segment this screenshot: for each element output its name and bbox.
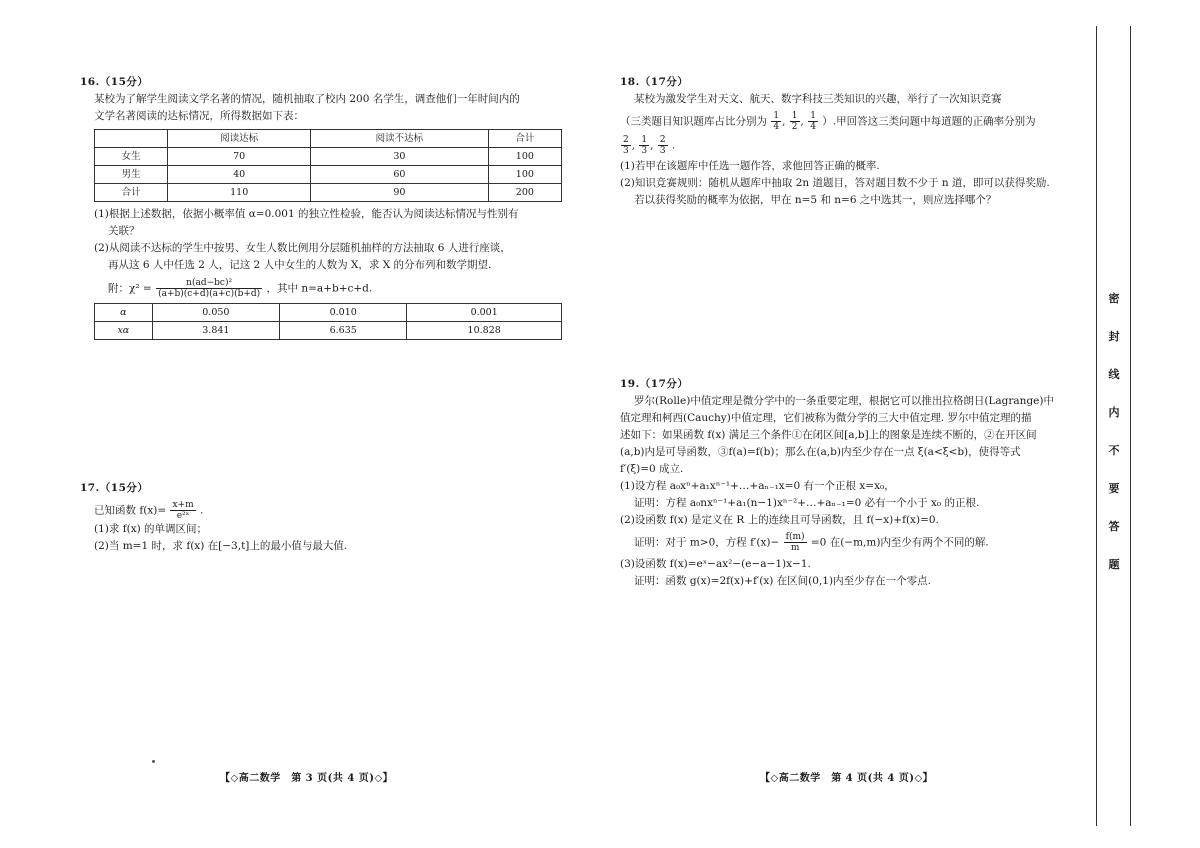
critical-value-cell: xα <box>95 322 153 340</box>
question-17-heading: 17.（15分） <box>80 482 149 494</box>
fraction-numerator: 1 <box>641 135 648 145</box>
fraction-numerator: f(m) <box>785 532 805 542</box>
question-16-part-2-line-1: (2)从阅读不达标的学生中按男、女生人数比例用分层随机抽样的方法抽取 6 人进行座谈， <box>94 242 511 254</box>
question-19-line-5: f′(ξ)=0 成立. <box>620 463 684 475</box>
question-19-line-1: 罗尔(Rolle)中值定理是微分学中的一条重要定理，根据它可以推出拉格朗日(Lagrange)中 <box>634 395 1054 407</box>
seal-character: 不 <box>1108 444 1120 457</box>
critical-value-cell: 0.050 <box>152 304 279 322</box>
ratio-fraction-1 <box>771 111 781 132</box>
binding-line <box>1096 26 1097 826</box>
question-19-part-1-proof: 证明：方程 a₀nxⁿ⁻¹+a₁(n−1)xⁿ⁻²+…+aₙ₋₁=0 必有一个小于 x₀ 的正根. <box>634 497 980 509</box>
critical-value-cell: α <box>95 304 153 322</box>
survey-table-cell: 70 <box>168 148 311 166</box>
question-18-line-1: 某校为激发学生对天文、航天、数字科技三类知识的兴趣，举行了一次知识竞赛 <box>634 93 1002 105</box>
survey-table-header-cell <box>95 130 168 148</box>
question-18-part-2-line-2: 若以获得奖励的概率为依据，甲在 n=5 和 n=6 之中选其一，则应选择哪个？ <box>634 194 997 206</box>
fraction-denominator: 4 <box>773 122 780 132</box>
question-19-line-3: 述如下：如果函数 f(x) 满足三个条件①在闭区间[a,b]上的图象是连续不断的，②在开区间 <box>620 429 1037 441</box>
survey-table-row <box>95 184 562 202</box>
seal-character: 封 <box>1108 330 1120 343</box>
question-16-part-1-line-1: (1)根据上述数据，依据小概率值 α=0.001 的独立性检验，能否认为阅读达标情况与性别有 <box>94 208 519 220</box>
fraction-denominator: 3 <box>659 146 666 156</box>
question-19-part-3-proof: 证明：函数 g(x)=2f(x)+f′(x) 在区间(0,1)内至少存在一个零点. <box>634 575 931 587</box>
critical-value-row <box>95 304 562 322</box>
part-2-fraction <box>784 532 807 553</box>
question-19-part-2-proof <box>620 532 1090 553</box>
critical-value-cell: 0.001 <box>407 304 562 322</box>
line-3-suffix: . <box>671 139 676 152</box>
survey-table-cell: 110 <box>168 184 311 202</box>
question-16-part-1-line-2: 关联？ <box>108 225 140 237</box>
question-17-part-1: (1)求 f(x) 的单调区间； <box>94 523 208 535</box>
critical-value-cell: 6.635 <box>280 322 407 340</box>
given-suffix: . <box>199 504 204 517</box>
accuracy-fraction-1 <box>621 135 631 156</box>
question-16-intro-line-2: 文学名著阅读的达标情况，所得数据如下表： <box>94 110 304 122</box>
part-2-proof-suffix: =0 在(−m,m)内至少有两个不同的解. <box>810 536 989 549</box>
seal-character: 密 <box>1108 292 1120 305</box>
given-denominator: e²ˣ <box>176 511 190 521</box>
survey-table-row <box>95 148 562 166</box>
seal-character: 题 <box>1108 558 1120 571</box>
survey-table-cell: 男生 <box>95 166 168 184</box>
question-19-line-4: (a,b)内是可导函数，③f(a)=f(b)；那么在(a,b)内至少存在一点 ξ(a<ξ<b)，使得等式 <box>620 446 1021 458</box>
formula-prefix: 附：χ² = <box>108 282 152 295</box>
survey-table-header-row <box>95 130 562 148</box>
ratio-fraction-2 <box>790 111 800 132</box>
fraction-denominator: 3 <box>623 146 629 156</box>
right-page <box>600 0 1054 848</box>
seal-character: 答 <box>1108 520 1120 533</box>
question-18 <box>620 74 1090 209</box>
question-18-line-3: $\frac{2}{3}$ , $\frac{1}{3}$ , $\frac{2}{3}$ . <box>623 135 676 156</box>
scan-speck <box>152 760 155 763</box>
left-page <box>60 0 570 848</box>
survey-table-header-cell: 阅读不达标 <box>311 130 489 148</box>
question-16-heading: 16.（15分） <box>80 76 149 88</box>
survey-table-cell: 200 <box>488 184 561 202</box>
right-page-footer: 【◇高二数学 第 4 页(共 4 页)◇】 <box>760 773 934 784</box>
question-16-part-2-line-2: 再从这 6 人中任选 2 人，记这 2 人中女生的人数为 X，求 X 的分布列和数学期望. <box>108 259 492 271</box>
fraction-denominator: 4 <box>810 122 816 132</box>
survey-table-cell: 100 <box>488 166 561 184</box>
line-2-suffix: ）.甲回答这三类问题中每道题的正确率分别为 <box>822 115 1036 128</box>
fraction-denominator: 2 <box>791 122 798 132</box>
question-19-line-2: 值定理和柯西(Cauchy)中值定理，它们被称为微分学的三大中值定理. 罗尔中值定理的描 <box>620 412 1032 424</box>
critical-value-cell: 3.841 <box>152 322 279 340</box>
formula-suffix: ，其中 n=a+b+c+d. <box>266 282 373 295</box>
fraction-numerator: 2 <box>659 135 666 145</box>
survey-table-cell: 90 <box>311 184 489 202</box>
line-2-prefix: （三类题目知识题库占比分别为 <box>620 115 767 128</box>
accuracy-fraction-2 <box>639 135 649 156</box>
fraction-numerator: 1 <box>810 111 816 121</box>
critical-value-table <box>94 303 562 340</box>
survey-table-cell: 100 <box>488 148 561 166</box>
survey-table-header-cell: 阅读达标 <box>168 130 311 148</box>
question-17 <box>80 480 580 555</box>
question-18-heading: 18.（17分） <box>620 76 689 88</box>
survey-table-row <box>95 166 562 184</box>
fraction-numerator: 2 <box>623 135 629 145</box>
critical-value-cell: 10.828 <box>407 322 562 340</box>
seal-character: 内 <box>1108 406 1120 419</box>
question-16-intro-line-1: 某校为了解学生阅读文学名著的情况，随机抽取了校内 200 名学生，调查他们一年时间内的 <box>94 93 520 105</box>
binding-line <box>1130 26 1131 826</box>
given-prefix: 已知函数 f(x)= <box>94 504 167 517</box>
question-19-heading: 19.（17分） <box>620 378 689 390</box>
survey-table-cell: 合计 <box>95 184 168 202</box>
question-18-part-2-line-1: (2)知识竞赛规则：随机从题库中抽取 2n 道题目，答对题目数不少于 n 道，即可以获得奖励. <box>620 177 1050 189</box>
fraction-numerator: 1 <box>791 111 798 121</box>
question-16 <box>80 74 580 344</box>
survey-table-header-cell: 合计 <box>488 130 561 148</box>
seal-character: 要 <box>1108 482 1120 495</box>
given-fraction <box>170 500 195 521</box>
accuracy-fraction-3 <box>658 135 668 156</box>
question-18-line-2: （三类题目知识题库占比分别为 $\frac{1}{4}$ , $\frac{1}{2}$ , $\frac{1}{4}$ ）.甲回答这三类问题中每道题的正确率分别为 <box>620 111 1036 132</box>
ratio-fraction-3 <box>808 111 818 132</box>
given-numerator: x+m <box>172 500 194 510</box>
survey-table-cell: 女生 <box>95 148 168 166</box>
survey-table-cell: 30 <box>311 148 489 166</box>
fraction-numerator: 1 <box>773 111 780 121</box>
critical-value-row <box>95 322 562 340</box>
question-19-part-3: (3)设函数 f(x)=eˣ−ax²−(e−a−1)x−1. <box>620 558 811 570</box>
part-2-proof-prefix: 证明：对于 m>0，方程 f′(x)− <box>634 536 780 549</box>
fraction-denominator: m <box>790 543 800 553</box>
formula-denominator: (a+b)(c+d)(a+c)(b+d) <box>158 289 261 299</box>
left-page-footer: 【◇高二数学 第 3 页(共 4 页)◇】 <box>220 773 394 784</box>
formula-fraction <box>156 278 262 299</box>
seal-character: 线 <box>1108 368 1120 381</box>
survey-table <box>94 129 562 202</box>
critical-value-cell: 0.010 <box>280 304 407 322</box>
survey-table-cell: 40 <box>168 166 311 184</box>
survey-table-cell: 60 <box>311 166 489 184</box>
chi-square-formula <box>80 278 580 299</box>
fraction-denominator: 3 <box>641 146 648 156</box>
question-19-part-1: (1)设方程 a₀xⁿ+a₁xⁿ⁻¹+…+aₙ₋₁x=0 有一个正根 x=x₀， <box>620 480 895 492</box>
question-19-part-2: (2)设函数 f(x) 是定义在 R 上的连续且可导函数，且 f(−x)+f(x)=0. <box>620 514 939 526</box>
question-17-given <box>80 500 580 521</box>
question-18-part-1: (1)若甲在该题库中任选一题作答，求他回答正确的概率. <box>620 160 880 172</box>
question-17-part-2: (2)当 m=1 时，求 f(x) 在[−3,t]上的最小值与最大值. <box>94 540 348 552</box>
formula-numerator: n(ad−bc)² <box>156 278 262 289</box>
question-19 <box>620 376 1090 590</box>
